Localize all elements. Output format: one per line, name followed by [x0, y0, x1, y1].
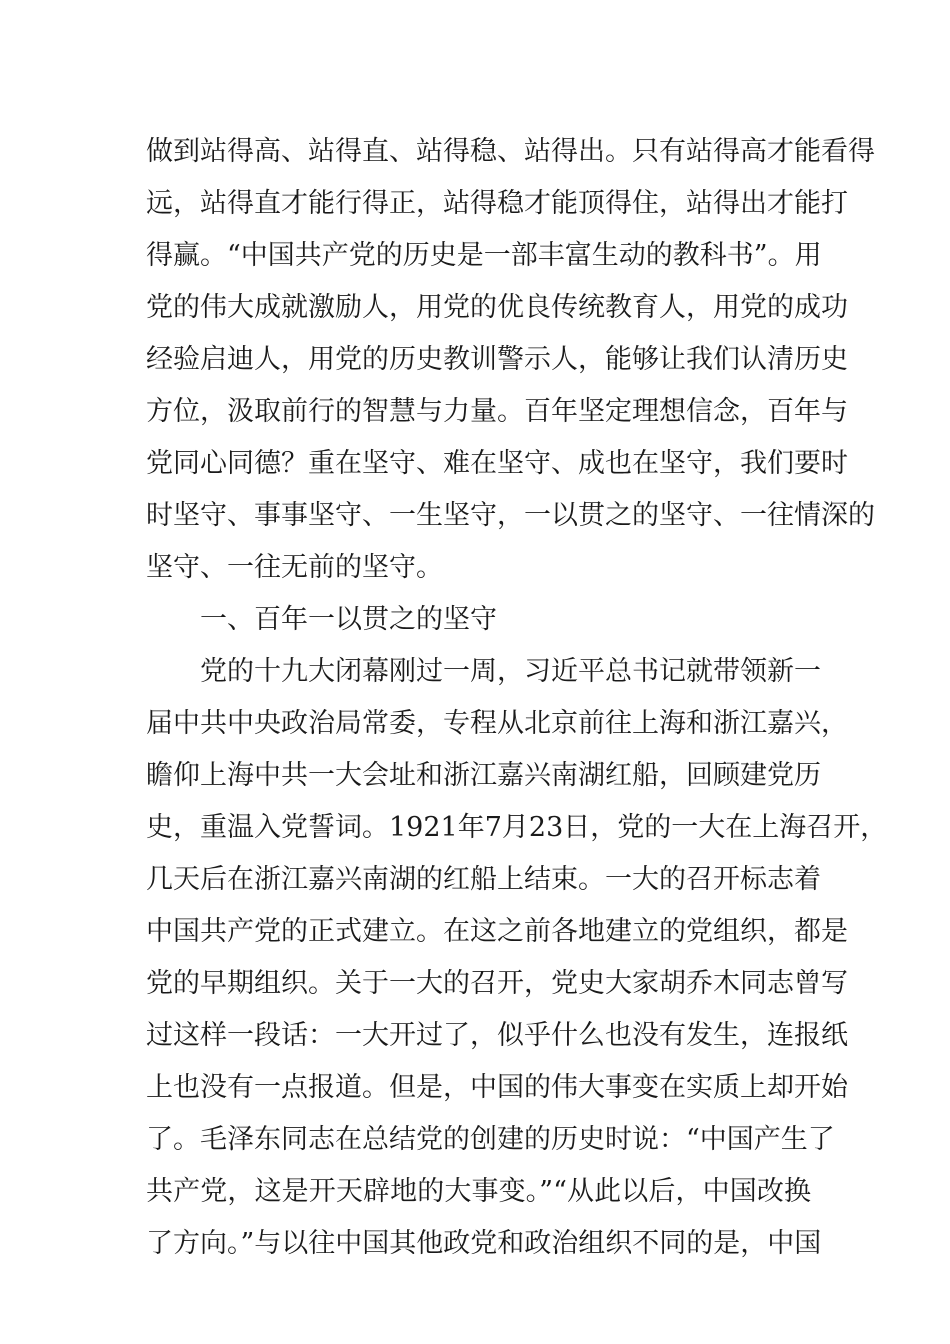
text-line: 瞻仰上海中共一大会址和浙江嘉兴南湖红船，回顾建党历 [146, 760, 821, 791]
text-line: 经验启迪人，用党的历史教训警示人，能够让我们认清历史 [146, 344, 848, 375]
text-line: 上也没有一点报道。但是，中国的伟大事变在实质上却开始 [146, 1072, 848, 1103]
text-line: 了方向。”与以往中国其他政党和政治组织不同的是，中国 [146, 1228, 822, 1259]
paragraph-1 [146, 126, 875, 594]
paragraph-2 [146, 646, 888, 1270]
text-line: 得赢。“中国共产党的历史是一部丰富生动的教科书”。用 [146, 240, 822, 271]
text-line: 过这样一段话：一大开过了，似乎什么也没有发生，连报纸 [146, 1020, 848, 1051]
text-line: 党同心同德？重在坚守、难在坚守、成也在坚守，我们要时 [146, 448, 848, 479]
text-line: 了。毛泽东同志在总结党的创建的历史时说：“中国产生了 [146, 1124, 835, 1155]
text-line: 几天后在浙江嘉兴南湖的红船上结束。一大的召开标志着 [146, 864, 821, 895]
text-line: 届中共中央政治局常委，专程从北京前往上海和浙江嘉兴， [146, 708, 848, 739]
text-line: 时坚守、事事坚守、一生坚守，一以贯之的坚守、一往情深的 [146, 500, 875, 531]
document-body [146, 126, 888, 1270]
text-line: 中国共产党的正式建立。在这之前各地建立的党组织，都是 [146, 916, 848, 947]
text-line: 党的早期组织。关于一大的召开，党史大家胡乔木同志曾写 [146, 968, 848, 999]
text-line: 坚守、一往无前的坚守。 [146, 552, 443, 583]
text-line: 共产党，这是开天辟地的大事变。”“从此以后，中国改换 [146, 1176, 811, 1207]
text-line: 党的十九大闭幕刚过一周，习近平总书记就带领新一 [200, 656, 821, 687]
text-line: 远，站得直才能行得正，站得稳才能顶得住，站得出才能打 [146, 188, 848, 219]
text-line: 方位，汲取前行的智慧与力量。百年坚定理想信念，百年与 [146, 396, 848, 427]
text-line: 党的伟大成就激励人，用党的优良传统教育人，用党的成功 [146, 292, 848, 323]
section-heading: 一、百年一以贯之的坚守 [200, 604, 497, 635]
text-line: 史，重温入党誓词。1921年7月23日，党的一大在上海召开， [146, 812, 888, 843]
text-line: 做到站得高、站得直、站得稳、站得出。只有站得高才能看得 [146, 136, 875, 167]
